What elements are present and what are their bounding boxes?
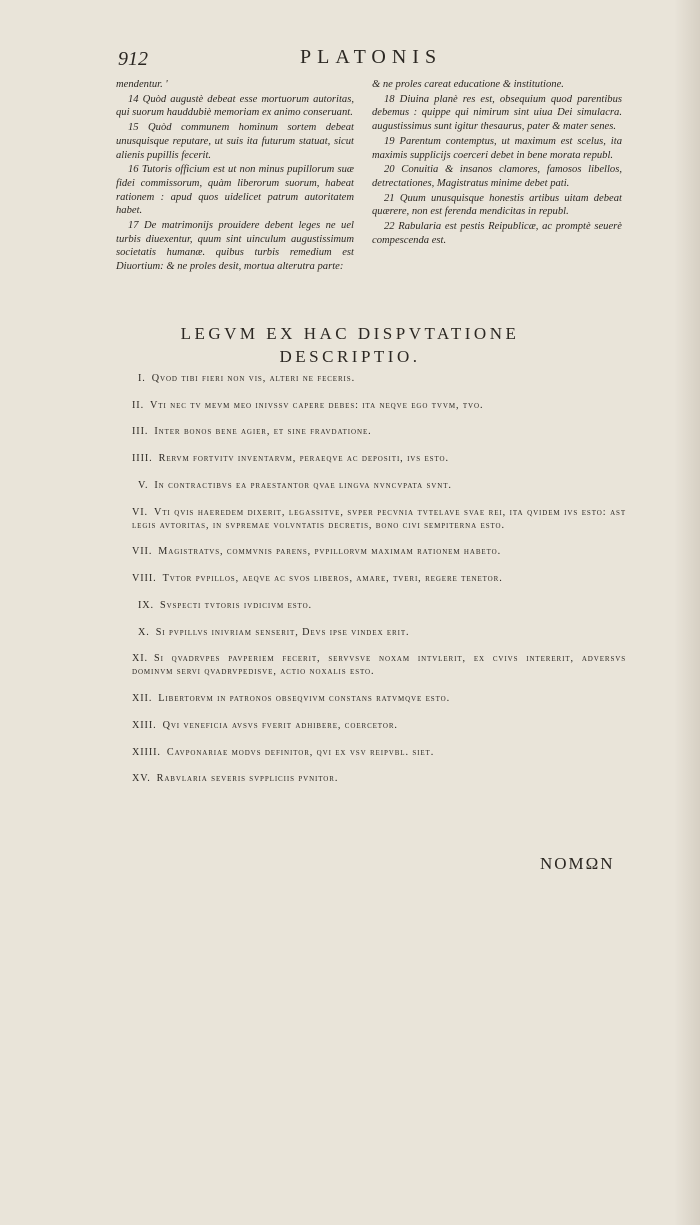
paragraph-number: 17 — [128, 220, 139, 232]
paragraph-number: 15 — [128, 122, 139, 134]
law-item — [132, 372, 626, 385]
law-text: Tvtor pvpillos, aeqve ac svos liberos, amare, tveri, regere tenetor. — [162, 573, 503, 585]
section-title-line: LEGVM EX HAC DISPVTATIONE — [180, 324, 520, 343]
paragraph-number: 22 — [384, 221, 395, 233]
law-number: I. — [138, 373, 146, 384]
law-text: Cavponariae modvs definitor, qvi ex vsv reipvbl. siet. — [166, 746, 435, 758]
numbered-paragraph: 22 Rabularia est pestis Reipublicæ, ac promptè seuerè compescenda est. — [372, 221, 622, 246]
law-item — [132, 399, 626, 412]
law-text: Magistratvs, commvnis parens, pvpillorvm maximam rationem habeto. — [158, 546, 502, 558]
law-number: III. — [132, 426, 149, 438]
law-text: In contractibvs ea praestantor qvae lingva nvncvpata svnt. — [154, 479, 452, 491]
law-item — [132, 719, 626, 732]
law-text: Libertorvm in patronos obseqvivm constans ratvmqve esto. — [158, 693, 451, 705]
law-number: XII. — [132, 693, 153, 705]
law-text: Rervm fortvitv inventarvm, peraeqve ac depositi, ivs esto. — [158, 453, 449, 465]
law-text: Vti nec tv mevm meo inivssv capere debes: ita neqve ego tvvm, tvo. — [150, 399, 484, 411]
law-text: Rabvlaria severis svppliciis pvnitor. — [156, 773, 339, 785]
paragraph: & ne proles careat educatione & institutione. — [372, 79, 564, 90]
law-number: II. — [132, 399, 145, 411]
section-title-line: DESCRIPTIO. — [279, 347, 421, 366]
law-number: XIII. — [132, 719, 157, 731]
section-title — [0, 322, 700, 368]
numbered-paragraph: 19 Parentum contemptus, ut maximum est scelus, ita maximis supplicijs coerceri debet in bene morata republ. — [372, 135, 622, 161]
law-text: Inter bonos bene agier, et sine fravdatione. — [154, 426, 372, 438]
paragraph-number: 14 — [128, 93, 139, 105]
law-list — [132, 372, 626, 799]
paragraph-number: 21 — [384, 192, 395, 204]
paragraph-number: 19 — [384, 135, 395, 147]
law-number: X. — [138, 626, 150, 638]
law-number: VII. — [132, 546, 153, 558]
numbered-paragraph: 18 Diuina planè res est, obsequium quod parentibus debemus : quippe qui nimirum sint uiua Dei simulacra. augustissimus sunt igitur thesaurus, pater & mater senes. — [372, 93, 623, 133]
law-number: VI. — [132, 506, 148, 518]
law-number: V. — [138, 479, 149, 491]
numbered-paragraph: 21 Quum unusquisque honestis artibus uitam debeat quærere, non est ferenda mendicitas in republ. — [372, 192, 622, 218]
law-item — [132, 545, 626, 558]
law-item — [132, 479, 626, 492]
running-head: PLATONIS — [300, 46, 443, 68]
left-column — [116, 78, 354, 275]
right-column — [372, 78, 622, 248]
law-item — [132, 572, 626, 585]
numbered-paragraph: 16 Tutoris officium est ut non minus pupillorum suæ fidei commissorum, quàm liberorum suorum, habeat rationem : apud quos uidelicet patrum autoritatem habet. — [116, 164, 354, 217]
catchword: ΝΟΜΩΝ — [540, 854, 615, 873]
paragraph-number: 16 — [128, 164, 139, 176]
law-item — [132, 452, 626, 465]
law-item — [132, 425, 626, 438]
numbered-paragraph: 15 Quòd communem hominum sortem debeat unusquisque reputare, ut suis ita futurum statuat, sicut alienis pupillis fecerit. — [116, 122, 354, 161]
page-header — [0, 46, 700, 76]
law-text: Si qvadrvpes pavperiem fecerit, servvsve noxam intvlerit, ex cvivs intererit, adversvs dominvm servi qvadrvpedisve, actio noxalis esto. — [132, 653, 626, 678]
law-item — [132, 599, 626, 612]
law-number: IX. — [138, 599, 154, 611]
page-number: 912 — [118, 48, 148, 70]
law-text: Svspecti tvtoris ivdicivm esto. — [160, 599, 313, 611]
paragraph-number: 18 — [384, 93, 395, 105]
law-item — [132, 626, 626, 639]
paragraph: mendentur. ' — [116, 79, 168, 90]
law-text: Si pvpillvs inivriam senserit, Devs ipse vindex erit. — [155, 626, 410, 638]
law-item — [132, 772, 626, 785]
numbered-paragraph: 20 Conuitia & insanos clamores, famosos libellos, detrectationes, Magistratus minime debet pati. — [372, 164, 622, 189]
paragraph-number: 20 — [384, 164, 395, 176]
law-number: IIII. — [132, 453, 153, 465]
page-fold-shadow — [674, 0, 700, 1225]
law-text: Qvod tibi fieri non vis, alteri ne feceris. — [151, 373, 356, 384]
law-number: XV. — [132, 773, 151, 785]
law-item — [132, 692, 626, 705]
law-number: VIII. — [132, 573, 157, 585]
numbered-paragraph: 14 Quòd augustè debeat esse mortuorum autoritas, qui suorum hauddubiè memoriam ex animo conseruant. — [116, 93, 354, 119]
law-text: Qvi veneficia avsvs fverit adhibere, coercetor. — [162, 719, 398, 731]
law-item — [132, 506, 626, 532]
law-text: Vti qvis haeredem dixerit, legassitve, svper pecvnia tvtelave svae rei, ita qvidem ivs esto: ast legis avtoritas, in svpremae volvntatis decretis, bono civi sempiterna esto. — [132, 506, 626, 531]
law-item — [132, 746, 626, 759]
law-number: XIIII. — [132, 746, 161, 758]
law-number: XI. — [132, 653, 148, 665]
law-item — [132, 652, 626, 678]
numbered-paragraph: 17 De matrimonijs prouidere debent leges ne uel turbis diuexentur, quum sint uinculum augustissimum societatis humanæ. quibus turbis remedium est Diuortium: & ne proles desit, mortua alterutra parte: — [116, 220, 354, 273]
